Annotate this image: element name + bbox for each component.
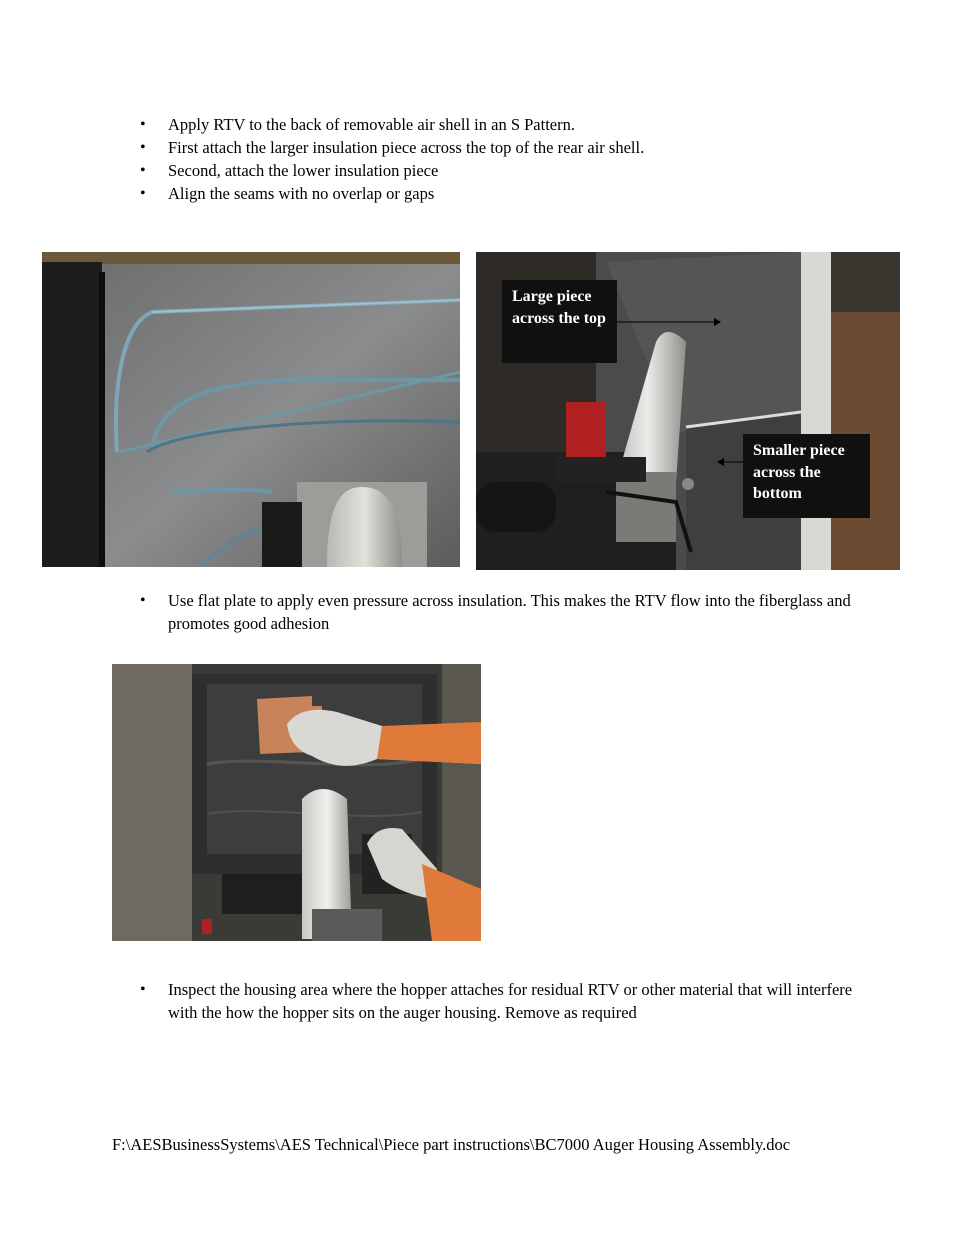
bullet-item: • Apply RTV to the back of removable air shell in an S Pattern. — [140, 113, 860, 136]
bullet-item: • Use flat plate to apply even pressure across insulation. This makes the RTV flow into the fiberglass and promotes good adhesion — [140, 589, 860, 635]
instruction-list-2 — [140, 589, 860, 635]
bullet-item: • First attach the larger insulation piece across the top of the rear air shell. — [140, 136, 860, 159]
photo-rtv-s-pattern — [42, 252, 460, 567]
bullet-item: • Second, attach the lower insulation piece — [140, 159, 860, 182]
bullet-item: • Inspect the housing area where the hopper attaches for residual RTV or other material that will interfere with the how the hopper sits on the auger housing. Remove as required — [140, 978, 860, 1024]
callout-large-piece: Large piece across the top — [502, 280, 617, 363]
photo-insulation-pieces — [476, 252, 900, 570]
instruction-list-3 — [140, 978, 860, 1024]
footer-file-path: F:\AESBusinessSystems\AES Technical\Piece part instructions\BC7000 Auger Housing Assembly.doc — [112, 1135, 791, 1154]
photo-flat-plate-pressure — [112, 664, 481, 941]
callout-smaller-piece: Smaller piece across the bottom — [743, 434, 870, 518]
bullet-item: • Align the seams with no overlap or gaps — [140, 182, 860, 205]
instruction-list-1 — [140, 113, 860, 205]
